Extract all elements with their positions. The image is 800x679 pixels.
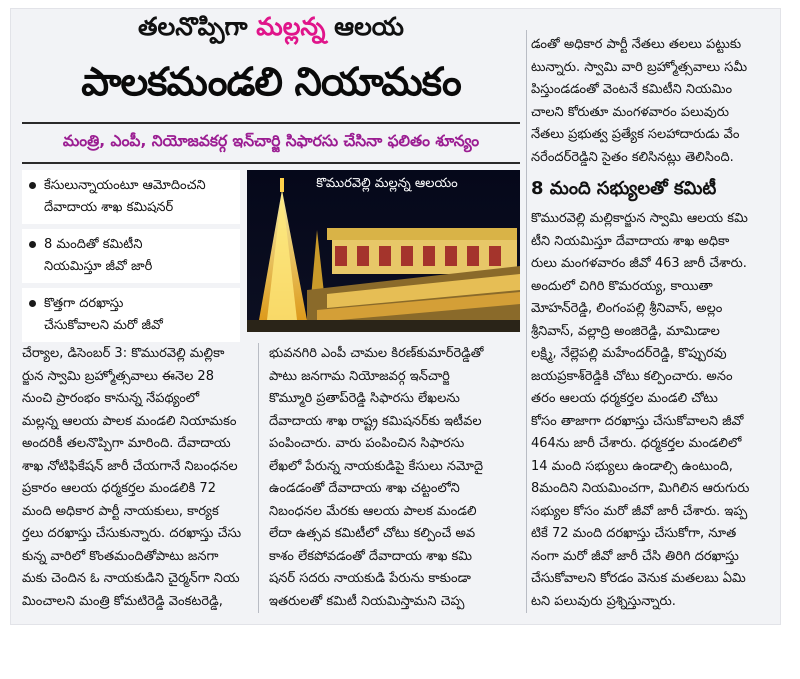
highlights-box xyxy=(22,170,240,347)
bullet-icon xyxy=(29,300,36,307)
article-column-3-top: డంతో అధికార పార్టీ నేతలు తలలు పట్టుకు టున్నారు. స్వామి వారి బ్రహ్మోత్సవాలు సమీ పిస్తుండడంతో వెంటనే కమిటీని నియమిం చాలని కోరుతూ మంగళవారం పలువురు నేతలు ప్రభుత్వ ప్రత్యేక సలహాదారుడు వేం నరేందర్‌రెడ్డిని సైతం కలిసినట్లు తెలిసింది. xyxy=(531,37,748,165)
bullet-icon xyxy=(29,241,36,248)
highlight-item: 8 మందితో కమిటీని నియమిస్తూ జీవో జారీ xyxy=(22,229,240,283)
highlight-item: కేసులున్నాయంటూ ఆమోదించని దేవాదాయ శాఖ కమిషనర్ xyxy=(22,170,240,224)
subheadline: మంత్రి, ఎంపీ, నియోజవకర్గ ఇన్‌చార్జి సిఫారసు చేసినా ఫలితం శూన్యం xyxy=(62,132,480,150)
headline-top: తలనొప్పిగా మల్లన్న ఆలయ xyxy=(138,12,404,41)
photo-caption: కొమురవెల్లి మల్లన్న ఆలయం xyxy=(316,176,458,191)
article-column-1: చేర్యాల, డిసెంబర్ 3: కొమురవెల్లి మల్లికా ర్జున స్వామి బ్రహ్మోత్సవాలు ఈనెల 28 నుంచి ప్రారంభం కానున్న నేపథ్యంలో మల్లన్న ఆలయ పాలక మండలి నియామకం అందరికీ తలనొప్పిగా మారింది. దేవాదాయ శాఖ నోటిఫికేషన్ జారీ చేయగానే నిబంధనల ప్రకారం ఆలయ ధర్మకర్తల మండలికి 72 మంది అధికార పార్టీ నాయకులు, కార్యక ర్తలు దరఖాస్తు చేసుకున్నారు. దరఖాస్తు చేసు కున్న వారిలో కొంతమందితోపాటు జనగా మకు చెందిన ఓ నాయకుడిని చైర్మన్‌గా నియ మించాలని మంత్రి కోమటిరెడ్డి వెంకటరెడ్డి, xyxy=(22,346,242,609)
headline-main: పాలకమండలి నియామకం xyxy=(81,60,461,105)
bullet-icon xyxy=(29,182,36,189)
article-column-2: భువనగిరి ఎంపీ చామల కిరణ్‌కుమార్‌రెడ్డితో పాటు జనగామ నియోజవర్గ ఇన్‌చార్జి కొమ్మూరి ప్రతాప్‌రెడ్డి సిఫారసు లేఖలను దేవాదాయ శాఖ రాష్ట్ర కమిషనర్‌కు ఇటీవల పంపించారు. వారు పంపించిన సిఫారసు లేఖలో పేరున్న నాయకుడిపై కేసులు నమోదై ఉండడంతో దేవాదాయ శాఖ చట్టంలోని నిబంధనల మేరకు ఆలయ పాలక మండలి లేదా ఉత్సవ కమిటీలో చోటు కల్పించే అవ కాశం లేకపోవడంతో దేవాదాయ శాఖ కమి షనర్ సదరు నాయకుడి పేరును కాకుండా ఇతరులతో కమిటీ నియమిస్తామని చెప్ప xyxy=(269,346,484,609)
headline-accent-word: మల్లన్న xyxy=(256,12,326,41)
temple-photo xyxy=(247,170,520,332)
article-column-3-bottom: కొమురవెల్లి మల్లికార్జున స్వామి ఆలయ కమి టీని నియమిస్తూ దేవాదాయ శాఖ అధికా రులు మంగళవారం జీవో 463 జారీ చేశారు. అందులో చిగిరి కొమరయ్య, కాయితా మోహన్‌రెడ్డి, లింగంపల్లి శ్రీనివాస్, అల్లం శ్రీనివాస్, వల్లాద్రి అంజిరెడ్డి, మామిడాల లక్ష్మి, నేల్లెపల్లి మహేందర్‌రెడ్డి, కొప్పురవు జయప్రకాశ్‌రెడ్డికి చోటు కల్పించారు. అనం తరం ఆలయ ధర్మకర్తల మండలి చోటు కోసం తాజాగా దరఖాస్తు చేసుకోవాలని జీవో 464ను జారీ చేశారు. ధర్మకర్తల మండలిలో 14 మంది సభ్యులు ఉండాల్సి ఉంటుంది, 8మందిని నియమించగా, మిగిలిన ఆరుగురు సభ్యుల కోసం మరో జీవో జారీ చేశారు. ఇప్ప టికే 72 మంది దరఖాస్తు చేసుకోగా, నూత నంగా మరో జీవో జారీ చేసి తిరిగి దరఖాస్తు చేసుకోవాలని కోరడం వెనుక మతలబు ఏమి టని పలువురు ప్రశ్నిస్తున్నారు. xyxy=(531,211,750,609)
section-subheading: 8 మంది సభ్యులతో కమిటీ xyxy=(531,178,717,199)
column-divider xyxy=(526,30,527,613)
column-divider xyxy=(258,343,259,613)
headline-rule xyxy=(22,122,520,124)
temple-illumination-image xyxy=(247,170,520,332)
subheadline-rule xyxy=(22,162,520,164)
highlight-item: కొత్తగా దరఖాస్తు చేసుకోవాలని మరో జీవో xyxy=(22,288,240,342)
